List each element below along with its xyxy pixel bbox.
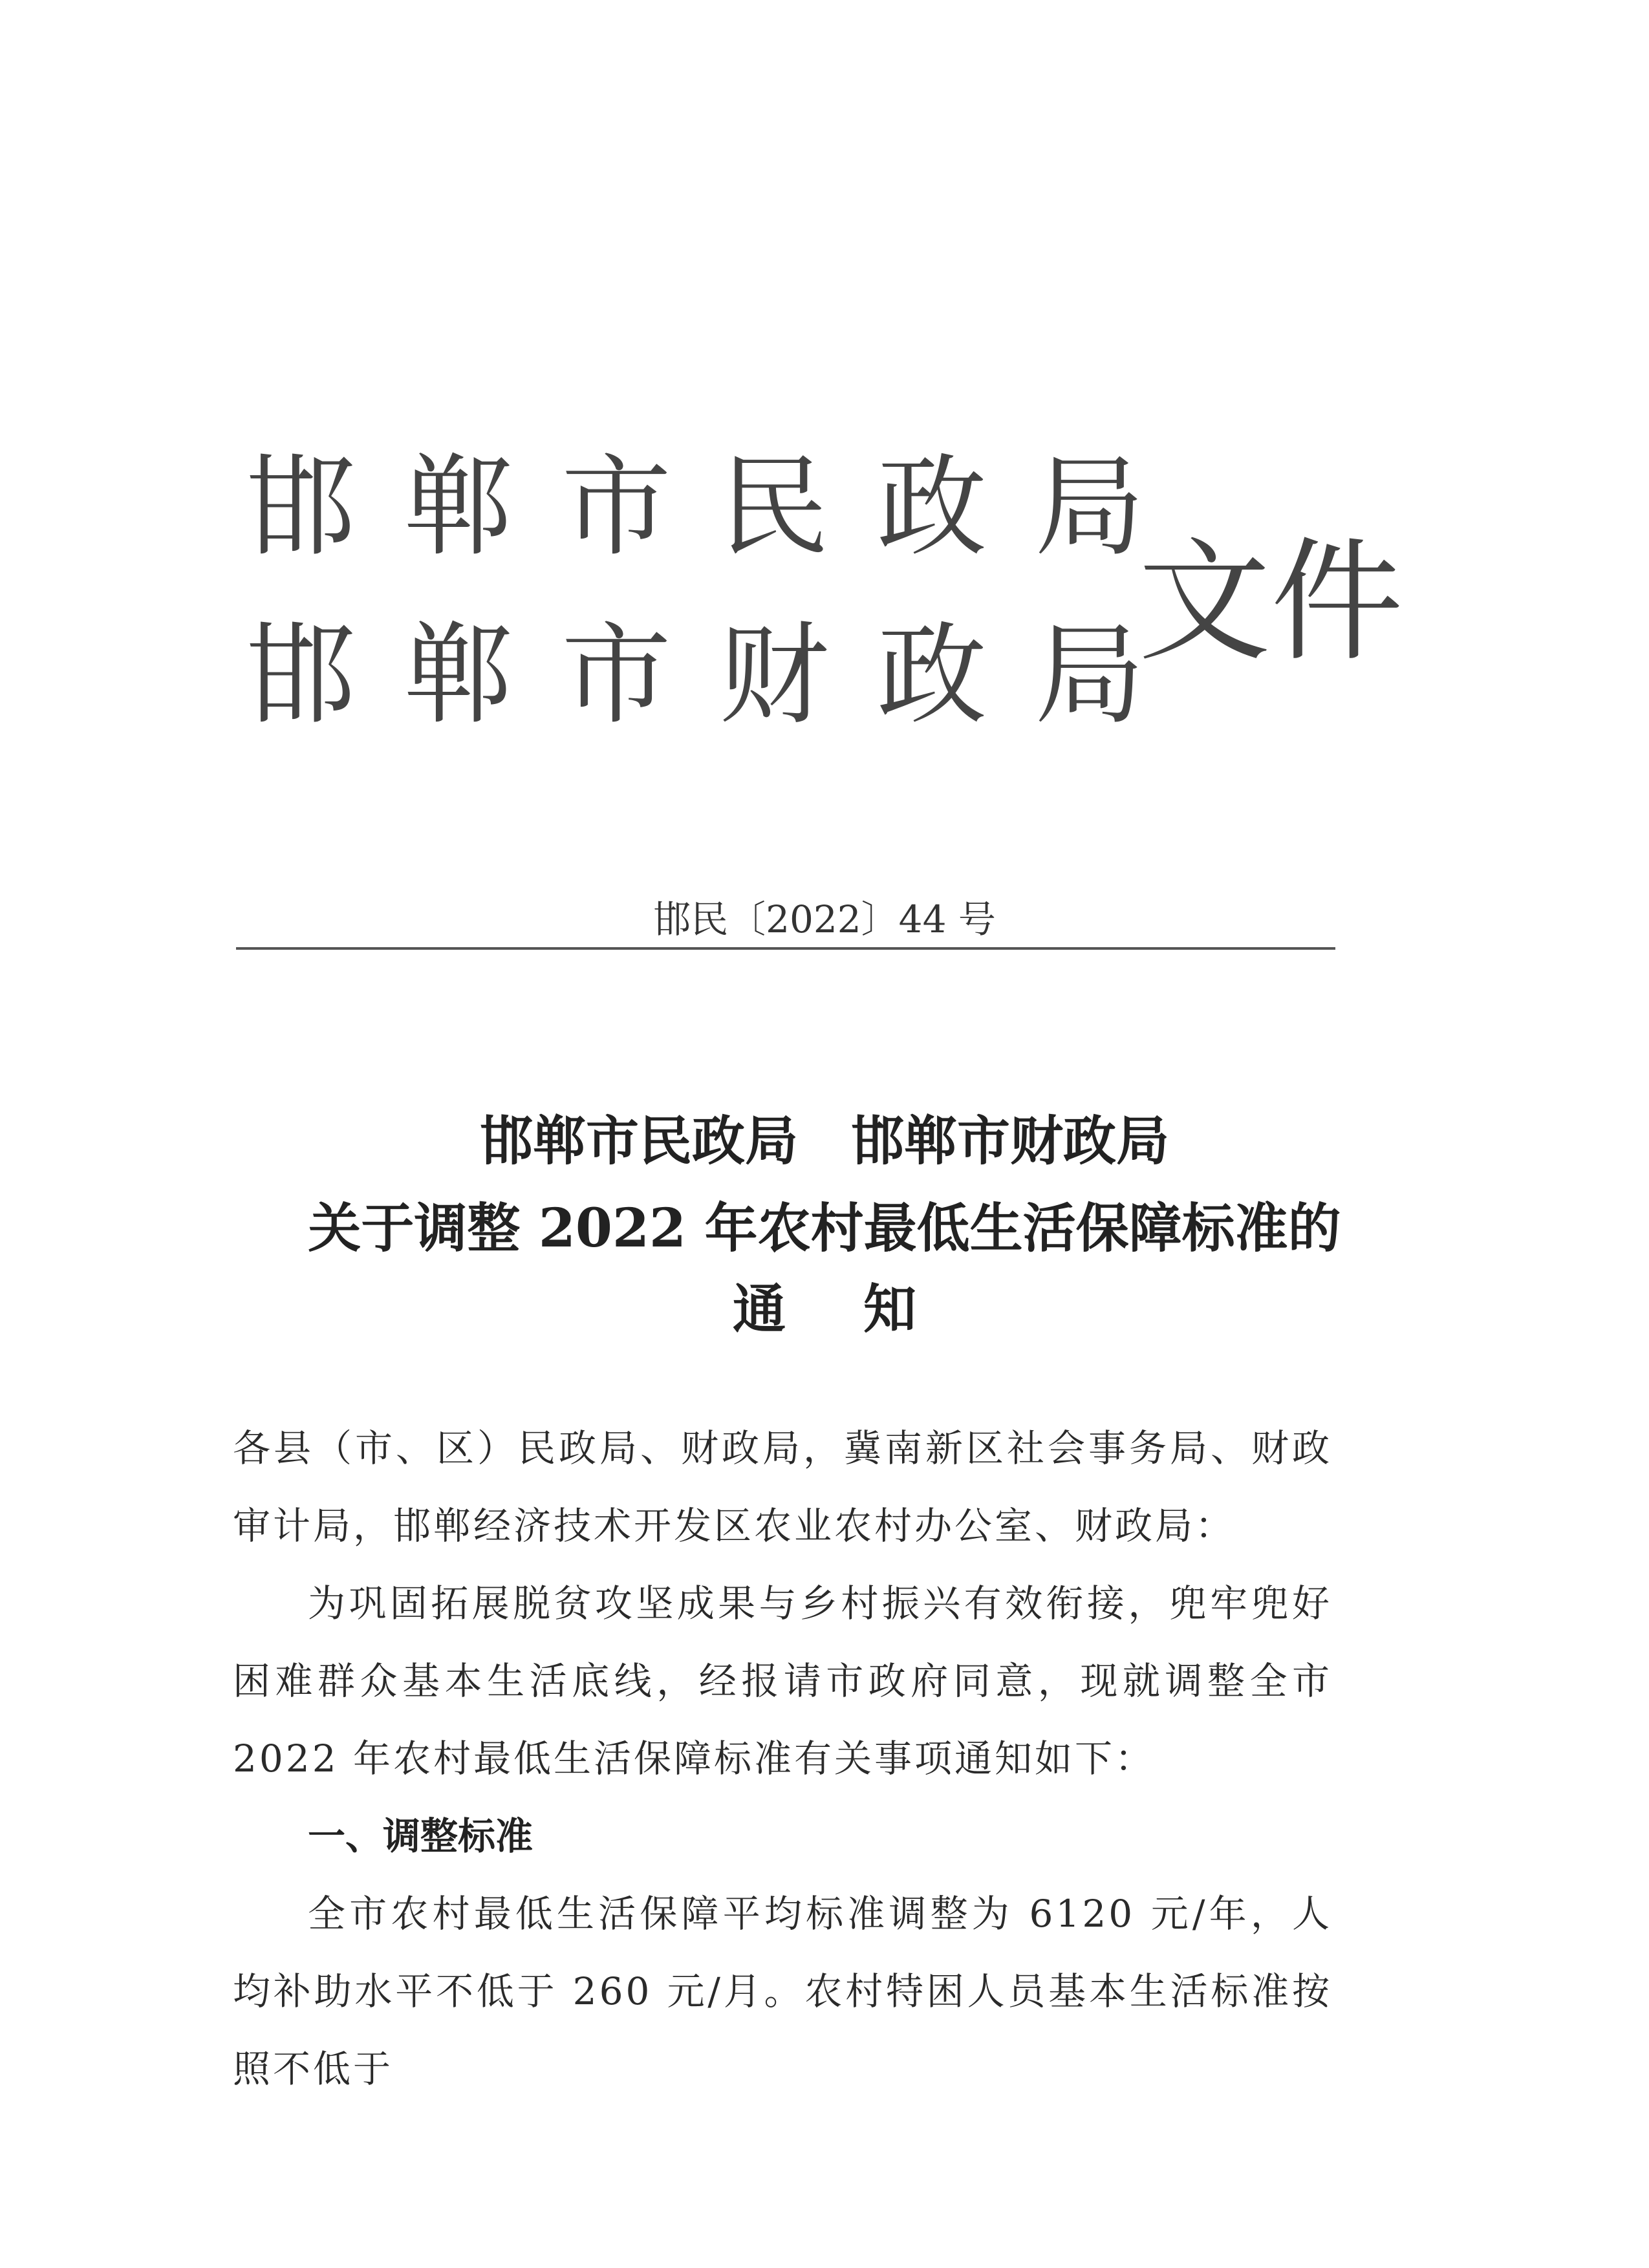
issuer-char: 政 bbox=[876, 444, 987, 572]
issuer-char: 市 bbox=[561, 612, 671, 740]
section-heading: 一、调整标准 bbox=[308, 1814, 534, 1858]
document-number: 邯民〔2022〕44 号 bbox=[653, 897, 996, 941]
title-line-1: 邯郸市民政局 邯郸市财政局 bbox=[479, 1110, 1169, 1172]
issuer-line-1 bbox=[236, 444, 1154, 572]
issuer-char: 邯 bbox=[245, 444, 356, 572]
document-body bbox=[233, 1409, 1332, 2108]
addressee-paragraph: 各县（市、区）民政局、财政局，冀南新区社会事务局、财政审计局，邯郸经济技术开发区农业农村办公室、财政局： bbox=[233, 1426, 1332, 1548]
issuer-line-2 bbox=[236, 612, 1154, 740]
header-divider bbox=[236, 947, 1335, 950]
section-paragraph: 全市农村最低生活保障平均标准调整为 6120 元/年，人均补助水平不低于 260 元/月。农村特困人员基本生活标准按照不低于 bbox=[233, 1892, 1332, 2091]
intro-paragraph: 为巩固拓展脱贫攻坚成果与乡村振兴有效衔接，兜牢兜好困难群众基本生活底线，经报请市政府同意，现就调整全市 2022 年农村最低生活保障标准有关事项通知如下： bbox=[233, 1581, 1332, 1781]
issuer-char: 局 bbox=[1034, 444, 1145, 572]
issuer-char: 政 bbox=[876, 612, 987, 740]
issuer-char: 邯 bbox=[245, 612, 356, 740]
issuer-char: 郸 bbox=[403, 444, 513, 572]
title-line-3: 通知 bbox=[732, 1278, 994, 1340]
issuer-char: 民 bbox=[718, 444, 829, 572]
title-line-2: 关于调整 2022 年农村最低生活保障标准的 bbox=[308, 1197, 1341, 1259]
issuer-suffix: 文件 bbox=[1138, 526, 1403, 679]
issuer-char: 市 bbox=[561, 444, 671, 572]
issuer-char: 郸 bbox=[403, 612, 513, 740]
issuer-char: 财 bbox=[718, 612, 829, 740]
issuer-char: 局 bbox=[1034, 612, 1145, 740]
